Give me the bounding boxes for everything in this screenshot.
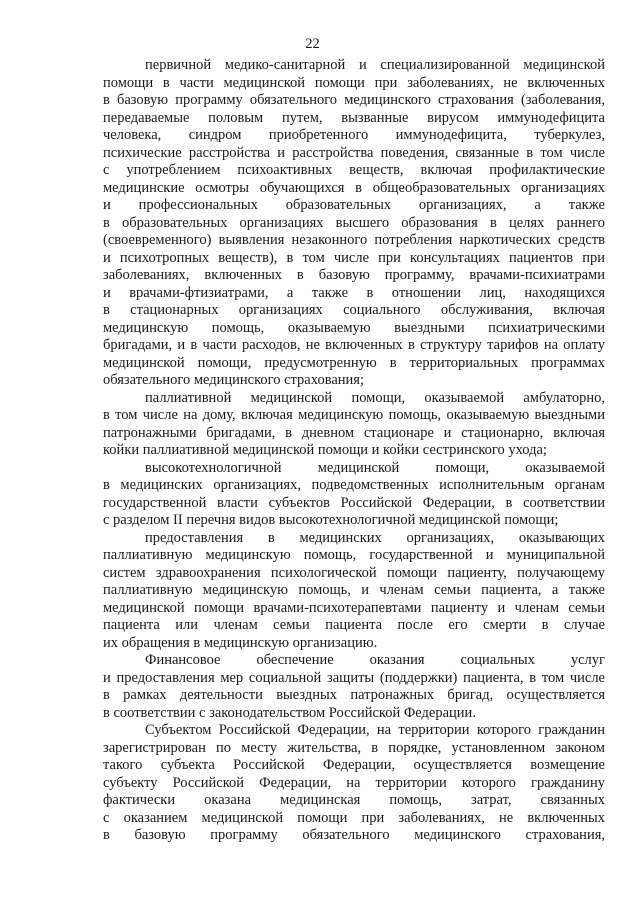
text-line: передаваемые половым путем, вызванные вирусом иммунодефицита: [103, 109, 605, 126]
text-line: паллиативную медицинскую помощь, государственной и муниципальной: [103, 547, 605, 563]
text-line: высокотехнологичной медицинской помощи, оказываемой: [145, 459, 605, 476]
text-line: паллиативную медицинскую помощь, и членам семьи пациента, а также: [103, 582, 605, 598]
text-line: паллиативной медицинской помощи, оказываемой амбулаторно,: [145, 389, 605, 406]
text-line: помощи в части медицинской помощи при заболеваниях, не включенных: [103, 74, 605, 91]
text-line: и предоставления мер социальной защиты (поддержки) пациента, в том числе: [103, 669, 605, 686]
text-line: медицинские осмотры обучающихся в общеобразовательных организациях: [103, 179, 605, 196]
text-line: пациента или членам семьи пациента после его смерти в случае: [103, 617, 605, 633]
text-line: с разделом II перечня видов высокотехнологичной медицинской помощи;: [103, 512, 559, 528]
text-line: (своевременного) выявления незаконного потребления наркотических средств: [103, 232, 605, 248]
text-line: бригадами, и в части расходов, не включенных в структуру тарифов на оплату: [103, 337, 605, 353]
text-line: предоставления в медицинских организациях, оказывающих: [145, 529, 605, 546]
text-line: систем здравоохранения психологической помощи пациенту, получающему: [103, 564, 605, 581]
text-line: в том числе на дому, включая медицинскую помощь, оказываемую выездными: [103, 407, 605, 423]
text-line: и психотропных веществ), в том числе при консультациях пациентов при: [103, 249, 605, 266]
text-line: патронажными бригадами, в дневном стационаре и стационарно, включая: [103, 424, 605, 441]
text-line: государственной власти субъектов Российской Федерации, в соответствии: [103, 494, 605, 511]
text-line: такого субъекта Российской Федерации, осуществляется возмещение: [103, 757, 605, 773]
text-line: зарегистрирован по месту жительства, в порядке, установленном законом: [103, 739, 605, 756]
text-line: в образовательных организациях высшего образования в целях раннего: [103, 214, 605, 231]
text-line: в базовую программу обязательного медицинского страхования,: [103, 827, 605, 843]
text-line: в соответствии с законодательством Российской Федерации.: [103, 704, 476, 721]
text-line: субъекту Российской Федерации, на территории которого гражданину: [103, 774, 605, 791]
text-line: Финансовое обеспечение оказания социальных услуг: [145, 652, 605, 668]
text-line: психические расстройства и расстройства поведения, связанные в том числе: [103, 144, 605, 161]
text-line: в стационарных организациях социального обслуживания, включая: [103, 302, 605, 318]
text-line: первичной медико-санитарной и специализированной медицинской: [145, 57, 605, 73]
text-line: человека, синдром приобретенного иммунодефицита, туберкулез,: [103, 127, 605, 143]
text-line: и профессиональных образовательных организациях, а также: [103, 197, 605, 213]
text-line: и врачами-фтизиатрами, а также в отношении лиц, находящихся: [103, 284, 605, 301]
text-line: в рамках деятельности выездных патронажных бригад, осуществляется: [103, 687, 605, 703]
text-line: в медицинских организациях, подведомственных исполнительным органам: [103, 477, 605, 493]
text-line: заболеваниях, включенных в базовую программу, врачами-психиатрами: [103, 267, 605, 283]
text-line: медицинской помощи, предусмотренную в территориальных программах: [103, 354, 605, 371]
text-line: Субъектом Российской Федерации, на территории которого гражданин: [145, 722, 605, 738]
text-line: медицинскую помощь, оказываемую выездными психиатрическими: [103, 319, 605, 336]
text-line: с оказанием медицинской помощи при заболеваниях, не включенных: [103, 809, 605, 826]
text-line: фактически оказана медицинская помощь, затрат, связанных: [103, 792, 605, 808]
text-line: в базовую программу обязательного медицинского страхования (заболевания,: [103, 92, 605, 108]
text-line: их обращения в медицинскую организацию.: [103, 634, 378, 651]
body-text: [103, 57, 605, 845]
page-number: 22: [305, 36, 320, 52]
text-line: койки паллиативной медицинской помощи и койки сестринского ухода;: [103, 442, 547, 458]
text-line: обязательного медицинского страхования;: [103, 372, 364, 388]
text-line: с употреблением психоактивных веществ, включая профилактические: [103, 162, 605, 178]
text-line: медицинской помощи врачами-психотерапевтами пациенту и членам семьи: [103, 599, 605, 616]
